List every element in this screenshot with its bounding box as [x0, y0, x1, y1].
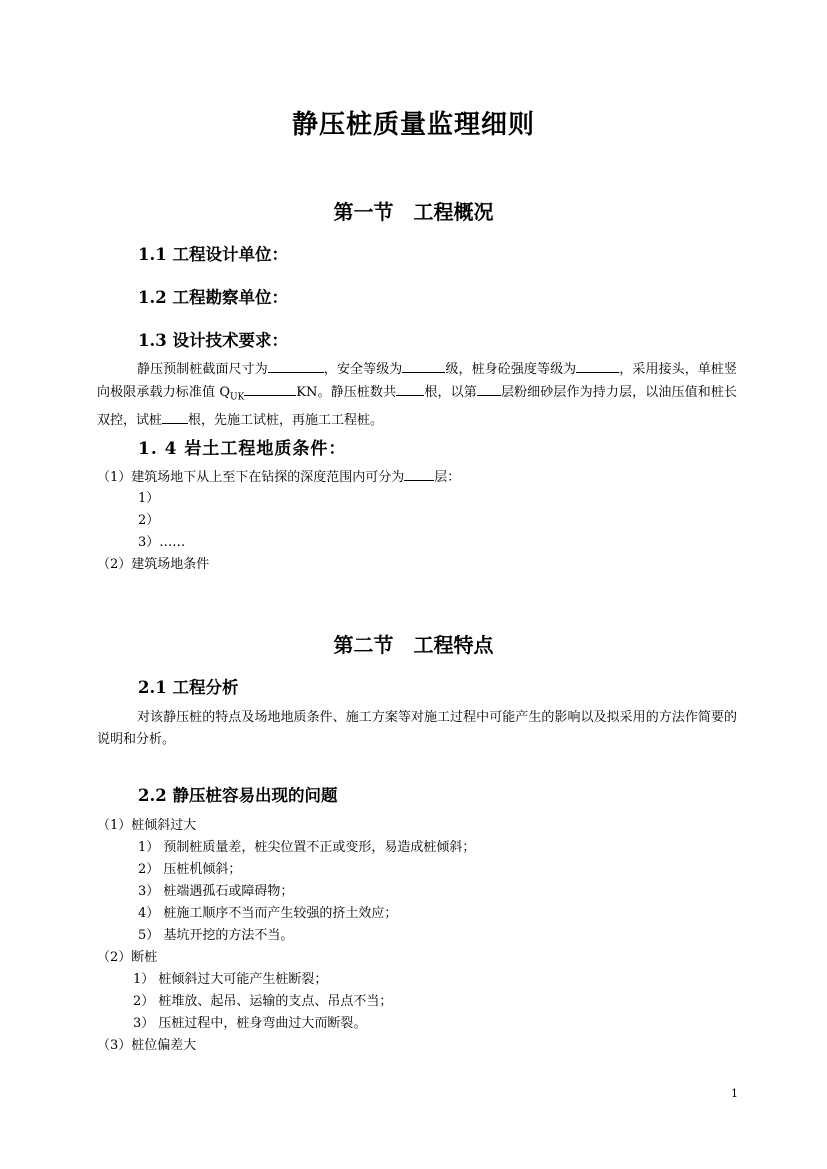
list-item: 2） 压桩机倾斜； — [138, 862, 242, 877]
problem-1-heading: （1）桩倾斜过大 — [97, 818, 197, 833]
subheading-design-unit: 1.1 工程设计单位： — [138, 245, 288, 264]
list-item: 5） 基坑开挖的方法不当。 — [138, 928, 294, 943]
list-item: 2） 桩堆放、起吊、运输的支点、吊点不当； — [133, 994, 393, 1009]
list-item: 1） 桩倾斜过大可能产生桩断裂； — [133, 972, 328, 987]
subheading-problems: 2.2 静压桩容易出现的问题 — [138, 786, 338, 805]
problem-2-heading: （2）断桩 — [97, 950, 158, 965]
page-number: 1 — [731, 1087, 738, 1100]
analysis-paragraph: 对该静压桩的特点及场地地质条件、施工方案等对施工过程中可能产生的影响以及拟采用的方法作简要的说明和分析。 — [97, 710, 737, 747]
subheading-analysis: 2.1 工程分析 — [138, 678, 239, 697]
list-item: 4） 桩施工顺序不当而产生较强的挤土效应； — [138, 906, 398, 921]
list-item: 1） 预制桩质量差，桩尖位置不正或变形，易造成桩倾斜； — [138, 840, 476, 855]
subheading-geology: 1. 4 岩土工程地质条件： — [138, 439, 347, 459]
geology-item-2: （2）建筑场地条件 — [97, 557, 210, 572]
subheading-tech-requirements: 1.3 设计技术要求： — [138, 331, 288, 350]
list-item: 3） 桩端遇孤石或障碍物； — [138, 884, 294, 899]
problem-3-heading: （3）桩位偏差大 — [97, 1038, 197, 1053]
geology-item-1: （1）建筑场地下从上至下在钻探的深度范围内可分为 层： — [97, 466, 460, 489]
list-item: 3） 压桩过程中，桩身弯曲过大而断裂。 — [133, 1016, 367, 1031]
geology-subitem-1: 1） — [138, 491, 160, 506]
tech-requirements-paragraph: 静压预制桩截面尺寸为 ，安全等级为 级，桩身砼强度等级为 ，采用接头，单桩竖向极限承载力标准值 $Q_{UK}$ KN。静压桩数共 根，以第 层粉细砂层作为持力层，以油压值和桩长双控，试桩 根，先施工试桩，再施工工程桩。 — [97, 358, 737, 432]
document-title: 静压桩质量监理细则 — [291, 110, 535, 140]
subheading-survey-unit: 1.2 工程勘察单位： — [138, 288, 288, 307]
geology-subitem-2: 2） — [138, 513, 160, 528]
section-2-heading: 第二节 工程特点 — [333, 633, 494, 657]
section-1-heading: 第一节 工程概况 — [333, 200, 494, 224]
geology-subitem-3: 3）…… — [138, 535, 186, 550]
